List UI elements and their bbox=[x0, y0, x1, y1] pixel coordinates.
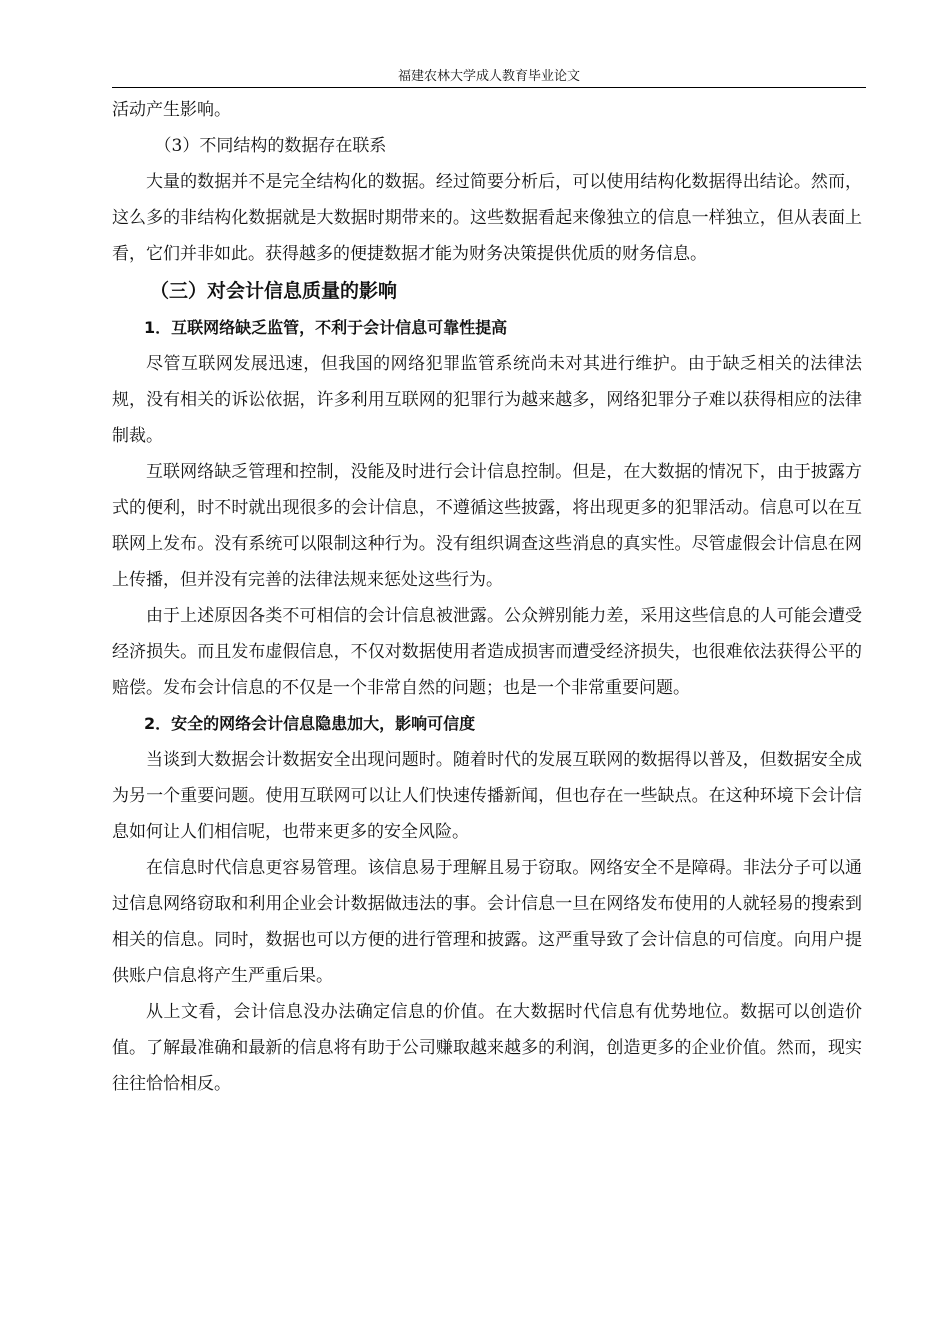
paragraph: 尽管互联网发展迅速，但我国的网络犯罪监管系统尚未对其进行维护。由于缺乏相关的法律法规，没有相关的诉讼依据，许多利用互联网的犯罪行为越来越多，网络犯罪分子难以获得相应的法律制裁。 bbox=[112, 354, 862, 446]
paragraph: 从上文看，会计信息没办法确定信息的价值。在大数据时代信息有优势地位。数据可以创造价值。了解最准确和最新的信息将有助于公司赚取越来越多的利润，创造更多的企业价值。然而，现实往往恰恰相反。 bbox=[112, 1002, 862, 1094]
paragraph: 大量的数据并不是完全结构化的数据。经过简要分析后，可以使用结构化数据得出结论。然而，这么多的非结构化数据就是大数据时期带来的。这些数据看起来像独立的信息一样独立，但从表面上看，它们并非如此。获得越多的便捷数据才能为财务决策提供优质的财务信息。 bbox=[112, 172, 862, 264]
subheading-2: 2．安全的网络会计信息隐患加大，影响可信度 bbox=[144, 714, 476, 733]
paragraph: 在信息时代信息更容易管理。该信息易于理解且易于窃取。网络安全不是障碍。非法分子可以通过信息网络窃取和利用企业会计数据做违法的事。会计信息一旦在网络发布使用的人就轻易的搜索到相关的信息。同时，数据也可以方便的进行管理和披露。这严重导致了会计信息的可信度。向用户提供账户信息将产生严重后果。 bbox=[112, 858, 862, 986]
subsection-heading-3: （3）不同结构的数据存在联系 bbox=[154, 136, 387, 156]
section-heading: （三）对会计信息质量的影响 bbox=[150, 280, 398, 302]
paragraph-continuation: 活动产生影响。 bbox=[112, 100, 231, 120]
subheading-1: 1．互联网络缺乏监管，不利于会计信息可靠性提高 bbox=[144, 318, 508, 337]
paragraph: 当谈到大数据会计数据安全出现问题时。随着时代的发展互联网的数据得以普及，但数据安全成为另一个重要问题。使用互联网可以让人们快速传播新闻，但也存在一些缺点。在这种环境下会计信息如何让人们相信呢，也带来更多的安全风险。 bbox=[112, 750, 862, 842]
paragraph: 互联网络缺乏管理和控制，没能及时进行会计信息控制。但是，在大数据的情况下，由于披露方式的便利，时不时就出现很多的会计信息，不遵循这些披露，将出现更多的犯罪活动。信息可以在互联网上发布。没有系统可以限制这种行为。没有组织调查这些消息的真实性。尽管虚假会计信息在网上传播，但并没有完善的法律法规来惩处这些行为。 bbox=[112, 462, 862, 590]
document-body bbox=[112, 92, 862, 1102]
page-header: 福建农林大学成人教育毕业论文 bbox=[112, 68, 866, 88]
paragraph: 由于上述原因各类不可相信的会计信息被泄露。公众辨别能力差，采用这些信息的人可能会遭受经济损失。而且发布虚假信息，不仅对数据使用者造成损害而遭受经济损失，也很难依法获得公平的赔偿。发布会计信息的不仅是一个非常自然的问题；也是一个非常重要问题。 bbox=[112, 606, 862, 698]
